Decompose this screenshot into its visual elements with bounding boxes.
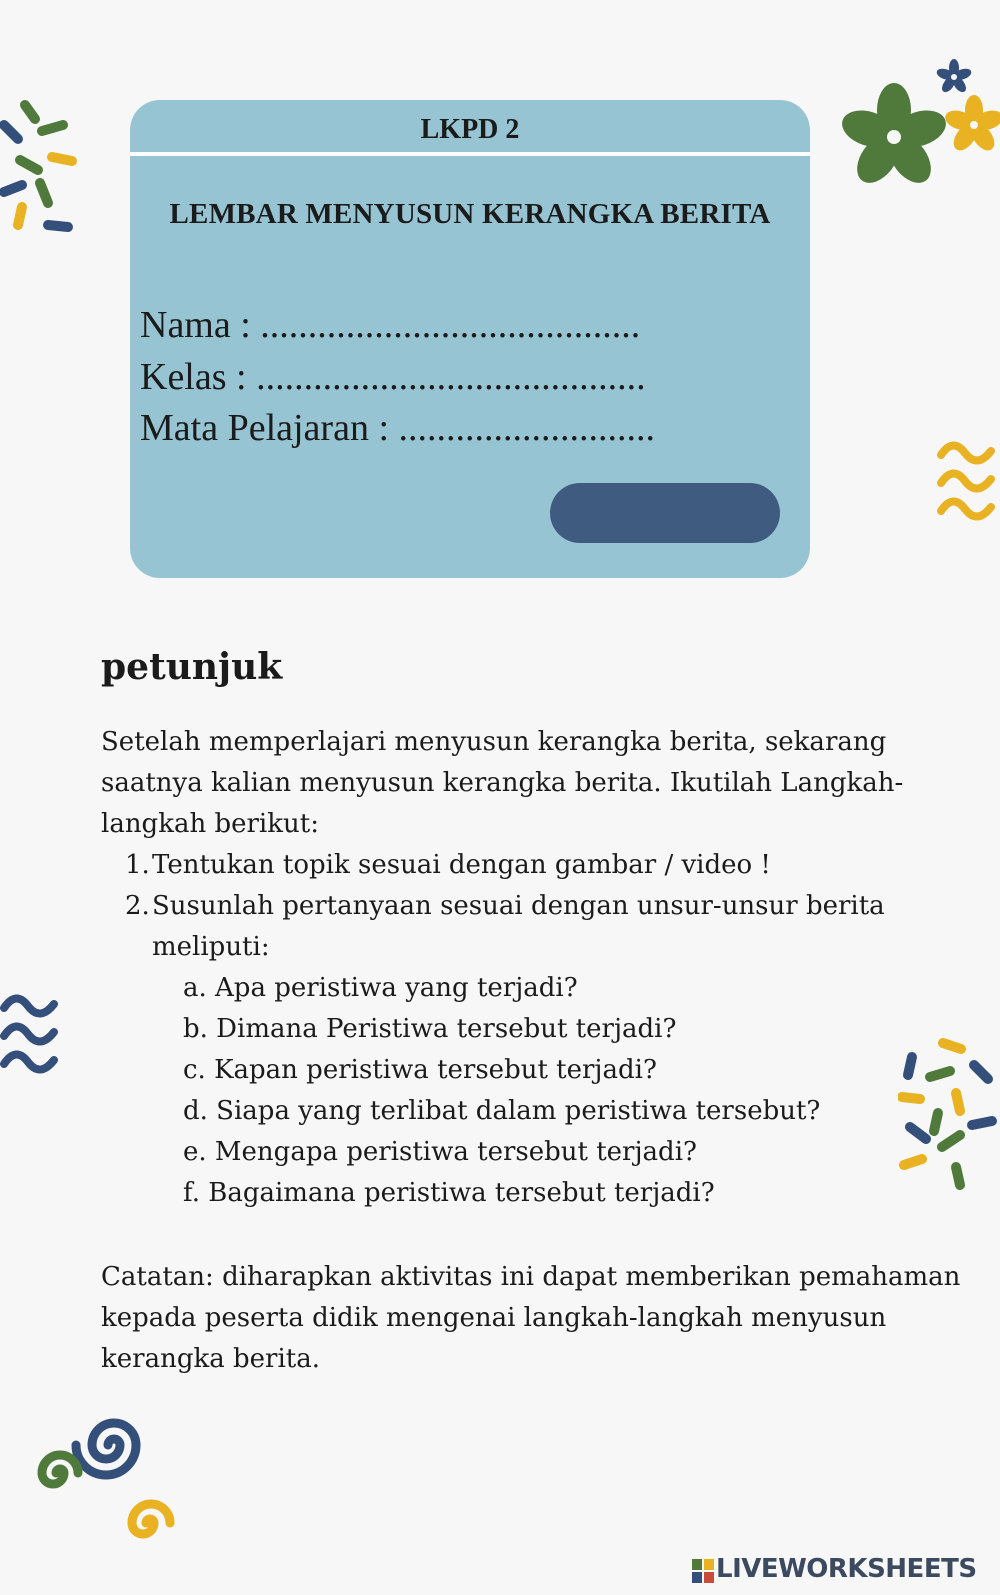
class-field: Kelas : ......................................... — [140, 356, 646, 398]
confetti-right-decoration — [898, 1035, 1000, 1195]
step-line: Susunlah pertanyaan sesuai dengan unsur-unsur berita — [152, 891, 885, 921]
header-card — [130, 100, 810, 578]
wave-left-decoration — [0, 988, 65, 1083]
intro-paragraph — [101, 722, 903, 845]
step-text — [152, 886, 885, 968]
list-item: b. Dimana Peristiwa tersebut terjadi? — [183, 1014, 677, 1044]
note-paragraph — [101, 1257, 960, 1380]
brand-watermark: LIVEWORKSHEETS — [716, 1554, 977, 1584]
note-line: kerangka berita. — [101, 1344, 320, 1374]
liveworksheets-logo-icon — [692, 1559, 714, 1583]
list-item: d. Siapa yang terlibat dalam peristiwa tersebut? — [183, 1096, 821, 1126]
sub-item-list — [183, 968, 820, 1214]
list-item: e. Mengapa peristiwa tersebut terjadi? — [183, 1137, 697, 1167]
spirals-bottom-left-decoration — [20, 1405, 185, 1555]
card-subtitle: LEMBAR MENYUSUN KERANGKA BERITA — [169, 198, 771, 230]
note-line: kepada peserta didik mengenai langkah-langkah menyusun — [101, 1303, 887, 1333]
card-title: LKPD 2 — [420, 114, 520, 145]
intro-line: saatnya kalian menyusun kerangka berita. Ikutilah Langkah- — [101, 768, 904, 798]
instructions-heading: petunjuk — [101, 646, 283, 688]
list-item: c. Kapan peristiwa tersebut terjadi? — [183, 1055, 657, 1085]
name-field: Nama : ........................................ — [140, 304, 641, 346]
step-text: Tentukan topik sesuai dengan gambar / video ! — [152, 850, 771, 880]
intro-line: langkah berikut: — [101, 809, 319, 839]
subject-field: Mata Pelajaran : ........................... — [140, 407, 656, 449]
list-item: f. Bagaimana peristiwa tersebut terjadi? — [183, 1178, 715, 1208]
card-divider — [130, 152, 810, 156]
flowers-top-right-decoration — [838, 55, 1000, 200]
list-item: a. Apa peristiwa yang terjadi? — [183, 973, 578, 1003]
action-button[interactable] — [550, 483, 780, 543]
confetti-top-left-decoration — [0, 95, 90, 245]
step-line: meliputi: — [152, 932, 270, 962]
step-number: 2. — [125, 891, 150, 921]
intro-line: Setelah memperlajari menyusun kerangka berita, sekarang — [101, 727, 887, 757]
note-line: Catatan: diharapkan aktivitas ini dapat memberikan pemahaman — [101, 1262, 961, 1292]
step-number: 1. — [125, 850, 150, 880]
wave-right-decoration — [935, 435, 1000, 530]
